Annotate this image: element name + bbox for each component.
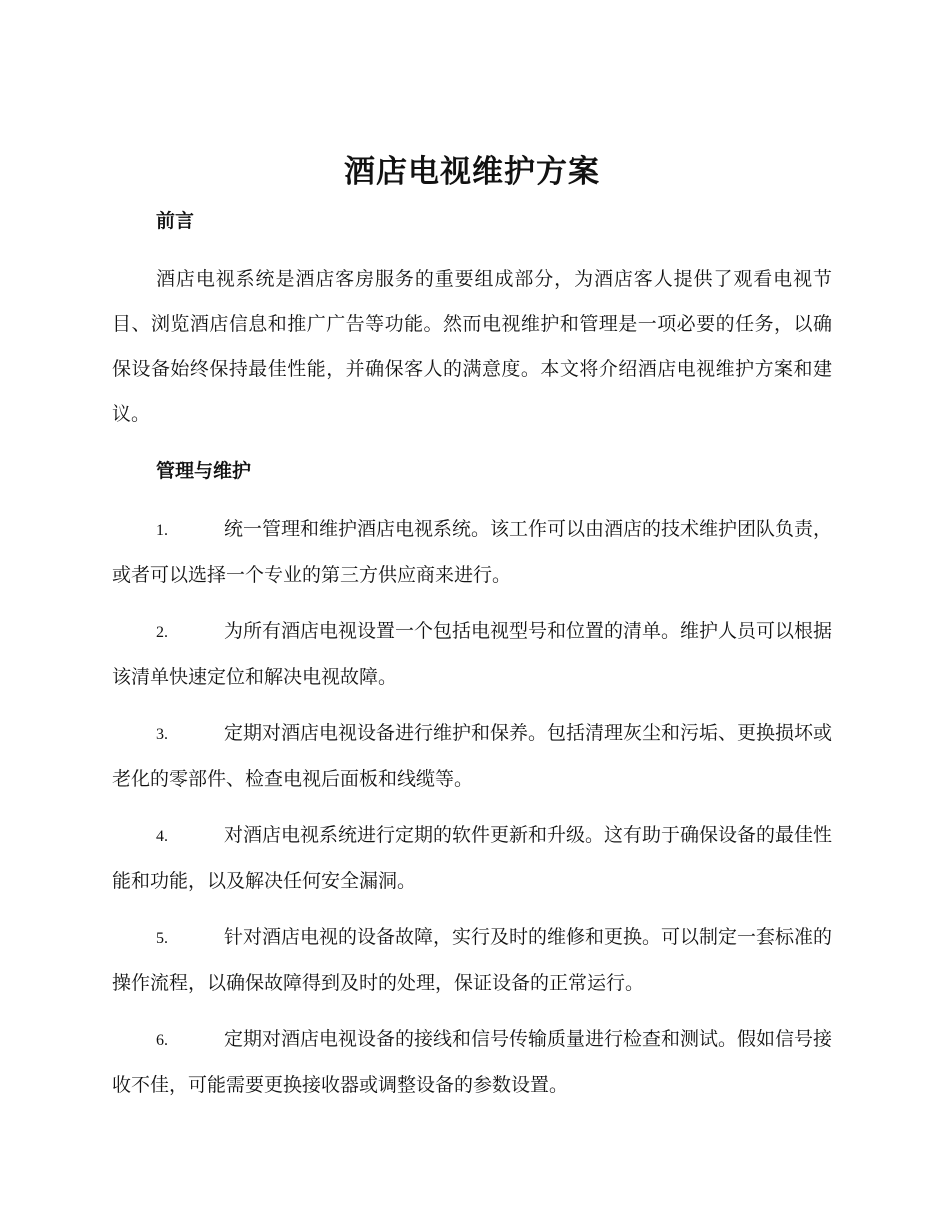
list-number: 3.	[156, 726, 168, 743]
list-number: 1.	[156, 522, 168, 539]
list-item-text: 对酒店电视系统进行定期的软件更新和升级。这有助于确保设备的最佳性能和功能，以及解决任何安全漏洞。	[112, 824, 833, 892]
list-item-text: 针对酒店电视的设备故障，实行及时的维修和更换。可以制定一套标准的操作流程，以确保故障得到及时的处理，保证设备的正常运行。	[112, 926, 833, 994]
list-item	[112, 813, 832, 904]
intro-paragraph: 酒店电视系统是酒店客房服务的重要组成部分，为酒店客人提供了观看电视节目、浏览酒店信息和推广广告等功能。然而电视维护和管理是一项必要的任务，以确保设备始终保持最佳性能，并确保客人的满意度。本文将介绍酒店电视维护方案和建议。	[112, 268, 832, 425]
list-item	[112, 711, 832, 802]
list-number: 6.	[156, 1032, 168, 1049]
list-item-text: 统一管理和维护酒店电视系统。该工作可以由酒店的技术维护团队负责，或者可以选择一个专业的第三方供应商来进行。	[112, 518, 833, 586]
list-number: 4.	[156, 828, 168, 845]
list-item-text: 定期对酒店电视设备进行维护和保养。包括清理灰尘和污垢、更换损坏或老化的零部件、检查电视后面板和线缆等。	[112, 722, 833, 790]
list-item	[112, 1017, 832, 1108]
section-heading-intro: 前言	[156, 210, 195, 232]
list-item	[112, 609, 832, 700]
list-number: 2.	[156, 624, 168, 641]
list-item-text: 定期对酒店电视设备的接线和信号传输质量进行检查和测试。假如信号接收不佳，可能需要更换接收器或调整设备的参数设置。	[112, 1028, 833, 1096]
document-title: 酒店电视维护方案	[344, 154, 600, 190]
list-item-text: 为所有酒店电视设置一个包括电视型号和位置的清单。维护人员可以根据该清单快速定位和解决电视故障。	[112, 620, 833, 688]
section-heading-management: 管理与维护	[156, 460, 252, 482]
list-item	[112, 507, 832, 598]
list-item	[112, 915, 832, 1006]
list-number: 5.	[156, 930, 168, 947]
